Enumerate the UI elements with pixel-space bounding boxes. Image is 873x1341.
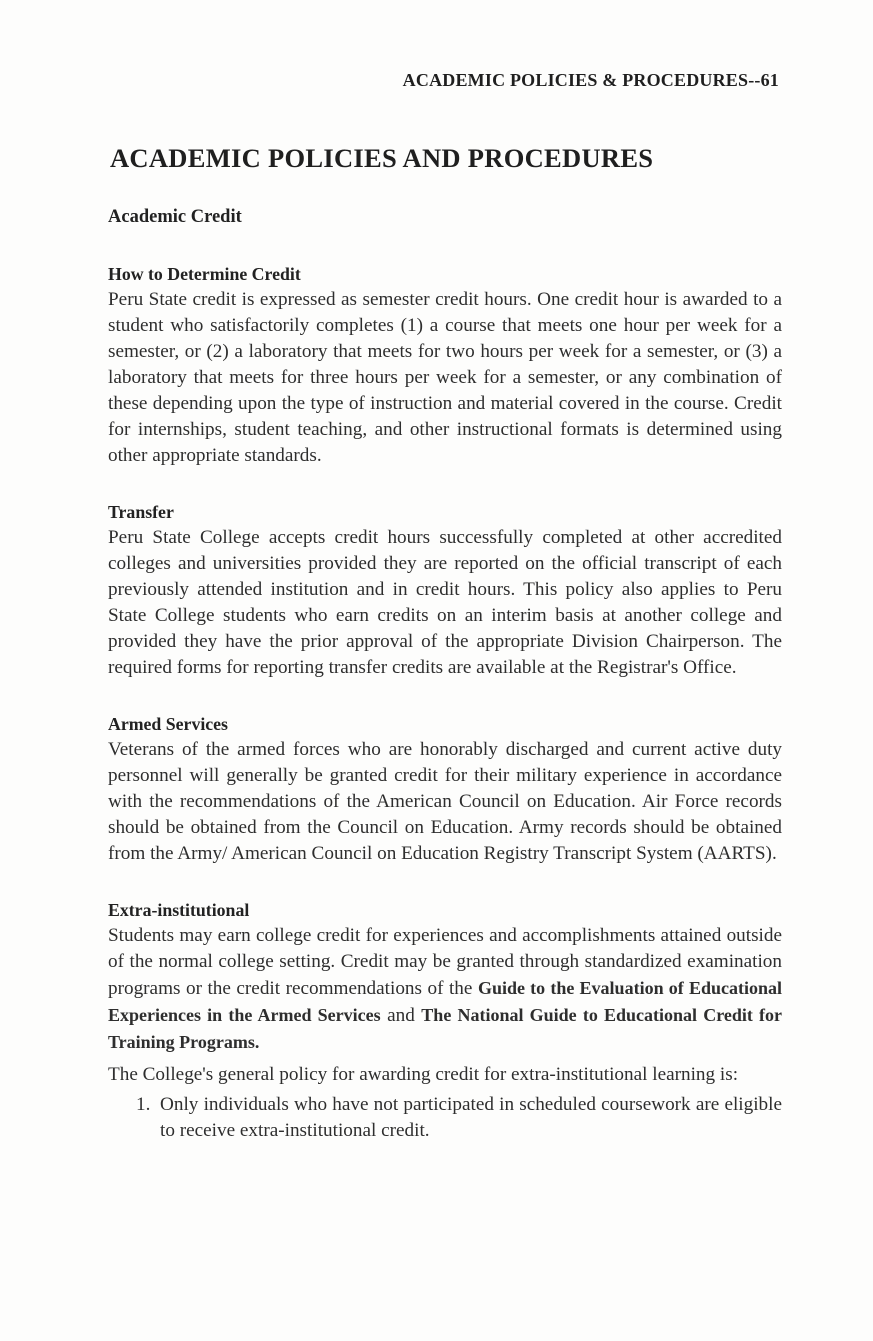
- section-paragraph: Peru State credit is expressed as semester credit hours. One credit hour is awarded to a student who satisfactorily completes (1) a course that meets one hour per week for a semester, or (2) a laboratory that meets for two hours per week for a semester, or (3) a laboratory that meets for three hours per week for a semester, or any combination of these depending upon the type of instruction and material covered in the course. Credit for internships, student teaching, and other instructional formats is determined using other appropriate standards.: [108, 289, 782, 466]
- guide-title-armed-services: Guide to the Evaluation of Educational Experiences in the Armed Services: [108, 978, 783, 1025]
- section-determine-credit: [108, 261, 782, 469]
- section-paragraph: [108, 923, 782, 1056]
- section-paragraph: Peru State College accepts credit hours successfully completed at other accredited colleges and universities provided they are reported on the official transcript of each previously attended institution and in credit hours. This policy also applies to Peru State College students who earn credits on an interim basis at another college and provided they have the prior approval of the appropriate Division Chairperson. The required forms for reporting transfer credits are available at the Registrar's Office.: [108, 527, 782, 678]
- policy-list: [108, 1092, 782, 1144]
- page-content: [108, 142, 782, 1144]
- section-heading: How to Determine Credit: [108, 264, 301, 284]
- section-heading: Transfer: [108, 502, 174, 522]
- conjunction-text: and: [387, 1005, 415, 1026]
- section-paragraph: Veterans of the armed forces who are honorably discharged and current active duty personnel will generally be granted credit for their military experience in accordance with the recommendations of the American Council on Education. Air Force records should be obtained from the Council on Education. Army records should be obtained from the Army/ American Council on Education Registry Transcript System (AARTS).: [108, 739, 782, 864]
- list-item: [108, 1092, 782, 1144]
- section-transfer: [108, 499, 782, 681]
- list-item-text: Only individuals who have not participated in scheduled coursework are eligible to receive extra-institutional credit.: [160, 1094, 782, 1141]
- running-head: ACADEMIC POLICIES & PROCEDURES--61: [402, 70, 779, 90]
- section-subtitle: Academic Credit: [108, 207, 242, 227]
- policy-intro: The College's general policy for awarding credit for extra-institutional learning is:: [108, 1064, 739, 1085]
- section-armed-services: [108, 711, 782, 867]
- section-extra-institutional: [108, 897, 782, 1144]
- paragraph-text: Students may earn college credit for experiences and accomplishments attained outside of the normal college setting. Credit may be granted through standardized examination programs or the credit recommendations of the: [108, 925, 782, 999]
- list-item-number: 1.: [136, 1094, 151, 1115]
- page-title: ACADEMIC POLICIES AND PROCEDURES: [110, 143, 654, 173]
- section-heading: Extra-institutional: [108, 900, 250, 920]
- section-heading: Armed Services: [108, 714, 228, 734]
- guide-title-training-programs: The National Guide to Educational Credit for Training Programs.: [108, 1005, 783, 1052]
